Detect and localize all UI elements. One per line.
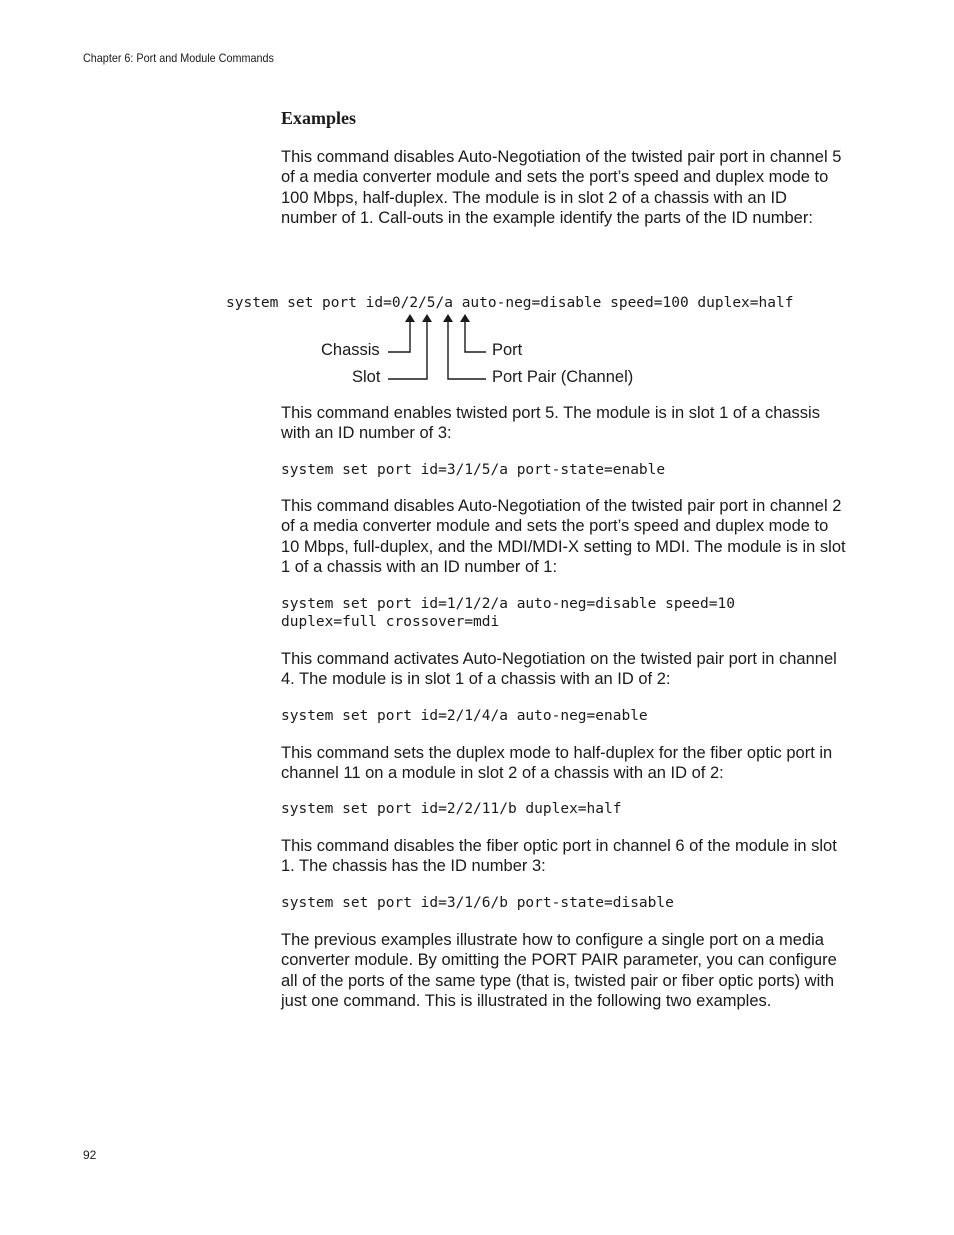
section-title: Examples	[281, 108, 357, 128]
paragraph-fiber-disable: This command disables the fiber optic port in channel 6 of the module in slot 1. The chassis has the ID number 3:	[281, 837, 837, 876]
paragraph-enable-port: This command enables twisted port 5. The module is in slot 1 of a chassis with an ID number of 3:	[281, 404, 820, 443]
paragraph-fiber-duplex: This command sets the duplex mode to half-duplex for the fiber optic port in channel 11 on a module in slot 2 of a chassis with an ID of 2:	[281, 744, 833, 783]
port-arrowhead	[460, 314, 470, 322]
chassis-arrowhead	[405, 314, 415, 322]
code-example-enable-port: system set port id=3/1/5/a port-state=enable	[281, 462, 666, 478]
callout-port: Port	[492, 341, 523, 359]
slot-leader-line	[388, 316, 427, 379]
code-example-fiber-disable: system set port id=3/1/6/b port-state=disable	[281, 895, 674, 911]
code-example-disable-autoneg-mdi: system set port id=1/1/2/a auto-neg=disable speed=10 duplex=full crossover=mdi	[281, 596, 735, 630]
code-example-activate-autoneg: system set port id=2/1/4/a auto-neg=enable	[281, 708, 648, 724]
callout-chassis: Chassis	[321, 341, 380, 359]
callout-slot: Slot	[352, 368, 381, 386]
running-head: Chapter 6: Port and Module Commands	[83, 51, 274, 65]
port-pair-arrowhead	[443, 314, 453, 322]
slot-arrowhead	[422, 314, 432, 322]
callout-diagram	[380, 310, 500, 390]
page-number: 92	[83, 1148, 97, 1162]
code-example-callouts: system set port id=0/2/5/a auto-neg=disable speed=100 duplex=half	[226, 295, 794, 311]
paragraph-disable-autoneg-mdi: This command disables Auto-Negotiation of the twisted pair port in channel 2 of a media converter module and sets the port’s speed and duplex mode to 10 Mbps, full-duplex, and the MDI/MDI-X setting to MDI. The module is in slot 1 of a chassis with an ID number of 1:	[281, 497, 846, 576]
paragraph-activate-autoneg: This command activates Auto-Negotiation on the twisted pair port in channel 4. The module is in slot 1 of a chassis with an ID of 2:	[281, 650, 837, 689]
code-example-fiber-duplex: system set port id=2/2/11/b duplex=half	[281, 801, 622, 817]
paragraph-intro: This command disables Auto-Negotiation of the twisted pair port in channel 5 of a media converter module and sets the port’s speed and duplex mode to 100 Mbps, half-duplex. The module is in slot 2 of a chassis with an ID number of 1. Call-outs in the example identify the parts of the ID number:	[281, 148, 842, 227]
paragraph-port-pair-omission: The previous examples illustrate how to configure a single port on a media converter module. By omitting the PORT PAIR parameter, you can configure all of the ports of the same type (that is, twisted pair or fiber optic ports) with just one command. This is illustrated in the following two examples.	[281, 931, 837, 1010]
callout-port-pair: Port Pair (Channel)	[492, 368, 634, 386]
port-pair-leader-line	[448, 316, 486, 379]
